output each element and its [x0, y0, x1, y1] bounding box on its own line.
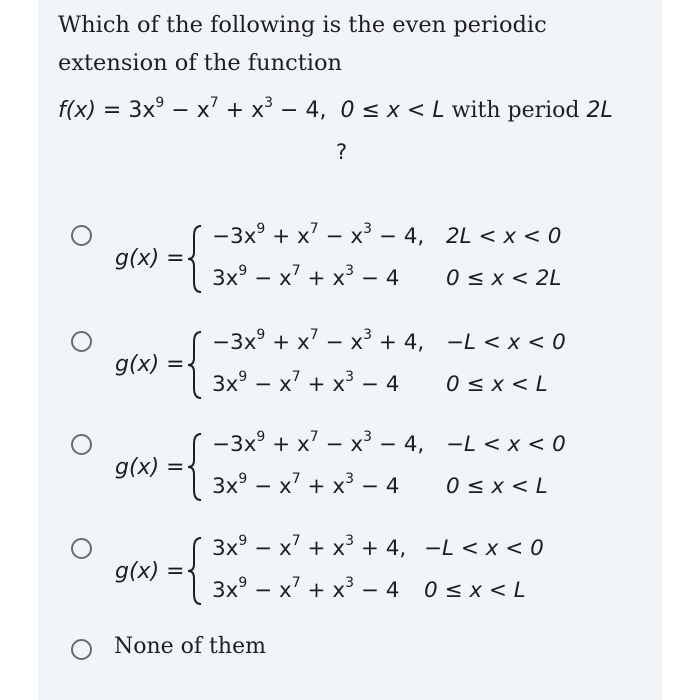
- option-1-label: g(x) =: [115, 246, 185, 271]
- option-2-brace: [186, 330, 204, 400]
- option-3-row1-expr: $-3x^9 + x^7 - x^3 - 4$,: [212, 429, 425, 457]
- option-1-row1-domain: 2L < x < 0: [446, 224, 562, 249]
- option-3-brace: [186, 432, 204, 502]
- option-4-radio[interactable]: [71, 538, 92, 559]
- option-2-row1-domain: −L < x < 0: [446, 330, 566, 355]
- option-2-row1-expr: $-3x^9 + x^7 - x^3 + 4$,: [212, 327, 425, 355]
- question-text-line1: Which of the following is the even periodic: [58, 12, 547, 38]
- option-4-row2-expr: $3x^9 - x^7 + x^3 - 4$: [212, 575, 400, 603]
- option-3-row2-expr: $3x^9 - x^7 + x^3 - 4$: [212, 471, 400, 499]
- option-4-row1-expr: $3x^9 - x^7 + x^3 + 4$,: [212, 533, 407, 561]
- option-2-row2-domain: 0 ≤ x < L: [446, 372, 548, 397]
- option-3-row2-domain: 0 ≤ x < L: [446, 474, 548, 499]
- question-text-line2: extension of the function: [58, 50, 342, 76]
- with-period-text: with period: [451, 98, 580, 123]
- option-1-row1-expr: $-3x^9 + x^7 - x^3 - 4$,: [212, 221, 425, 249]
- option-3-row1-domain: −L < x < 0: [446, 432, 566, 457]
- option-3-label: g(x) =: [115, 455, 185, 480]
- option-3-radio[interactable]: [71, 434, 92, 455]
- question-mark: ?: [336, 140, 348, 164]
- period-value: 2L: [586, 98, 613, 123]
- option-4-label: g(x) =: [115, 559, 185, 584]
- option-2-row2-expr: $3x^9 - x^7 + x^3 - 4$: [212, 369, 400, 397]
- option-4-row2-domain: 0 ≤ x < L: [424, 578, 526, 603]
- option-1-brace: [186, 224, 204, 294]
- function-lhs: f(x) =: [58, 98, 129, 123]
- option-2-radio[interactable]: [71, 331, 92, 352]
- option-1-row2-expr: $3x^9 - x^7 + x^3 - 4$: [212, 263, 400, 291]
- option-5-label: None of them: [114, 634, 266, 659]
- option-4-row1-domain: −L < x < 0: [424, 536, 544, 561]
- option-4-brace: [186, 536, 204, 606]
- function-domain: 0 ≤ x < L: [340, 98, 445, 123]
- option-1-radio[interactable]: [71, 225, 92, 246]
- option-5-radio[interactable]: [71, 639, 92, 660]
- option-1-row2-domain: 0 ≤ x < 2L: [446, 266, 562, 291]
- function-definition: $f(x) = 3x^9 - x^7 + x^3 - 4$, 0 ≤ x < L with period 2L: [58, 95, 613, 123]
- option-2-label: g(x) =: [115, 352, 185, 377]
